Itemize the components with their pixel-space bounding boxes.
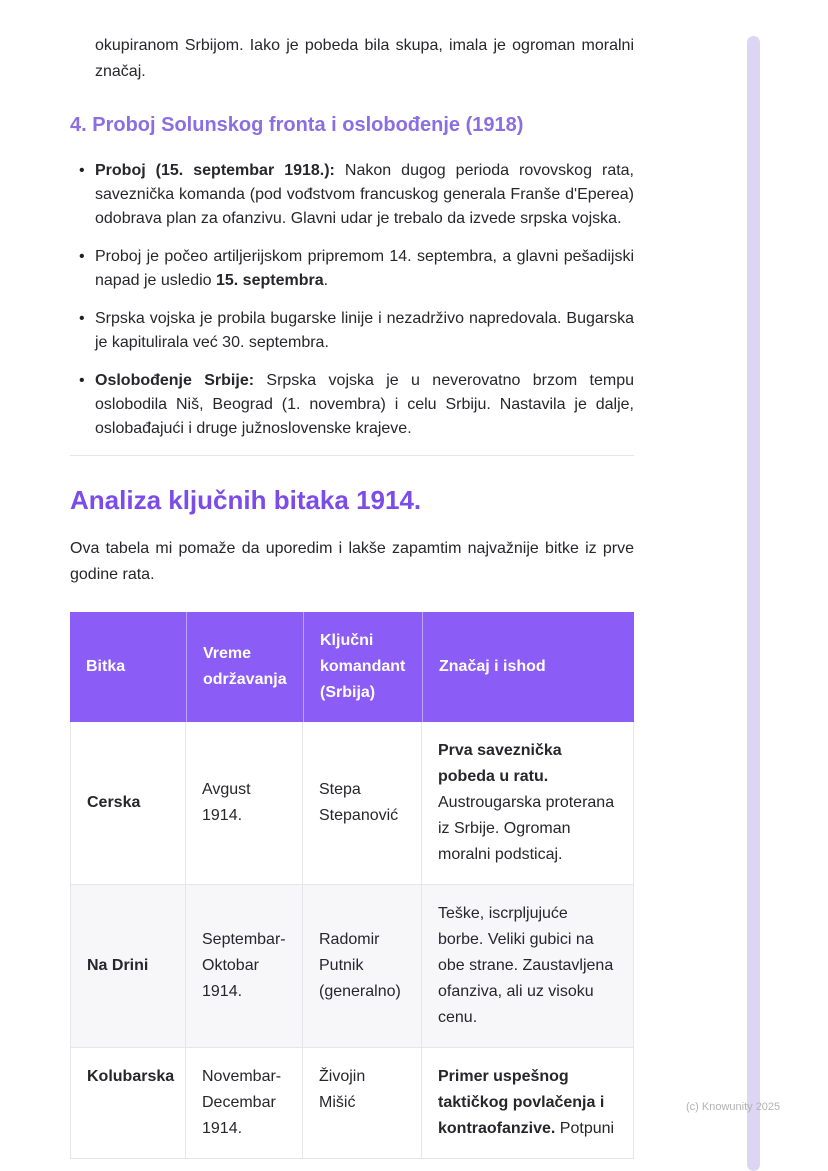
cell-bitka: Cerska	[70, 722, 186, 885]
battles-table	[70, 612, 634, 1159]
text: Potpuni	[555, 1120, 615, 1137]
text: .	[323, 272, 329, 289]
bullet-list	[70, 159, 634, 441]
table-header-cell: Vreme održavanja	[186, 612, 303, 722]
analysis-intro: Ova tabela mi pomaže da uporedim i lakše zapamtim najvažnije bitke iz prve godine rata.	[70, 540, 634, 583]
table-row	[70, 885, 634, 1048]
cell-komandant: Radomir Putnik (generalno)	[303, 885, 422, 1048]
bold-text: Oslobođenje Srbije:	[95, 372, 255, 389]
paragraph-top: okupiranom Srbijom. Iako je pobeda bila skupa, imala je ogroman moralni značaj.	[95, 37, 634, 80]
table-header-cell: Ključni komandant (Srbija)	[303, 612, 422, 722]
copyright-text: (c) Knowunity 2025	[686, 1101, 781, 1113]
table-header-cell: Značaj i ishod	[422, 612, 634, 722]
cell-komandant: Stepa Stepanović	[303, 722, 422, 885]
cell-znacaj	[422, 1048, 634, 1159]
cell-bitka: Na Drini	[70, 885, 186, 1048]
bullet-item	[70, 307, 634, 355]
table-header-row	[70, 612, 634, 722]
table-row	[70, 722, 634, 885]
cell-znacaj	[422, 722, 634, 885]
cell-bitka: Kolubarska	[70, 1048, 186, 1159]
text: Proboj je počeo artiljerijskom pripremom 14. septembra, a glavni pešadijski napad je usledio	[95, 248, 634, 289]
cell-vreme: Septembar-Oktobar 1914.	[186, 885, 303, 1048]
document-content	[70, 0, 634, 1159]
section-heading-4: 4. Proboj Solunskog fronta i oslobođenje (1918)	[70, 114, 524, 136]
bold-text: Proboj (15. septembar 1918.):	[95, 162, 335, 179]
scrollbar-track[interactable]	[747, 36, 760, 1171]
text: Teške, iscrpljujuće borbe. Veliki gubici na obe strane. Zaustavljena ofanziva, ali uz visoku cenu.	[438, 905, 614, 1026]
cell-vreme: Novembar-Decembar 1914.	[186, 1048, 303, 1159]
bold-text: 15. septembra	[215, 272, 324, 289]
text: Austrougarska proterana iz Srbije. Ogroman moralni podsticaj.	[438, 794, 615, 863]
bullet-item	[70, 369, 634, 441]
bullet-item	[70, 245, 634, 293]
bold-text: Prva saveznička pobeda u ratu.	[438, 742, 562, 785]
divider	[70, 455, 634, 456]
bold-text: Primer uspešnog taktičkog povlačenja i kontraofanzive.	[438, 1068, 605, 1137]
cell-znacaj	[422, 885, 634, 1048]
text: Srpska vojska je probila bugarske linije i nezadrživo napredovala. Bugarska je kapitulirala već 30. septembra.	[95, 310, 634, 351]
cell-komandant: Živojin Mišić	[303, 1048, 422, 1159]
bullet-item	[70, 159, 634, 231]
text: Nakon dugog perioda rovovskog rata, saveznička komanda (pod vođstvom francuskog generala Franše d'Eperea) odobrava plan za ofanzivu. Glavni udar je trebalo da izvede srpska vojska.	[95, 162, 635, 227]
text: Srpska vojska je u neverovatno brzom tempu oslobodila Niš, Beograd (1. novembra) i celu Srbiju. Nastavila je dalje, oslobađajući i druge južnoslovenske krajeve.	[95, 372, 634, 437]
table-header-cell: Bitka	[70, 612, 186, 722]
analysis-heading: Analiza ključnih bitaka 1914.	[70, 485, 422, 515]
table-body	[70, 722, 634, 1159]
cell-vreme: Avgust 1914.	[186, 722, 303, 885]
table-row	[70, 1048, 634, 1159]
